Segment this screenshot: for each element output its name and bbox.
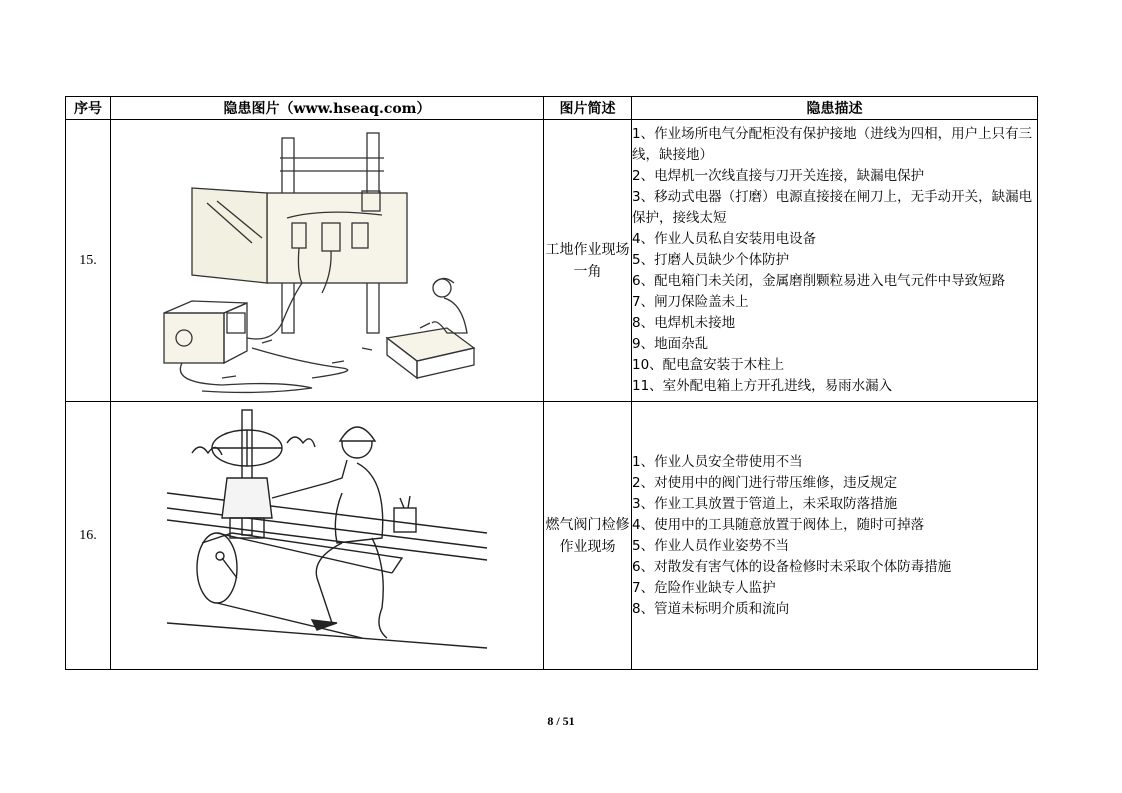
list-item: 2、电焊机一次线直接与刀开关连接，缺漏电保护 — [632, 168, 925, 184]
hazard-description — [632, 120, 1038, 402]
header-brief: 图片简述 — [544, 97, 632, 120]
list-item: 3、移动式电器（打磨）电源直接接在闸刀上，无手动开关，缺漏电保护，接线太短 — [632, 189, 1033, 226]
hazard-picture-cell — [111, 120, 544, 402]
header-no: 序号 — [66, 97, 111, 120]
list-item: 8、电焊机未接地 — [632, 315, 736, 331]
list-item: 4、使用中的工具随意放置于阀体上，随时可掉落 — [632, 516, 925, 533]
hazard-description — [632, 402, 1038, 670]
list-item: 8、管道未标明介质和流向 — [632, 600, 790, 617]
row-number: 15. — [66, 120, 111, 402]
list-item: 9、地面杂乱 — [632, 336, 709, 352]
list-item: 10、配电盒安装于木柱上 — [632, 357, 785, 373]
list-item: 2、对使用中的阀门进行带压维修，违反规定 — [632, 474, 898, 491]
list-item: 6、配电箱门未关闭，金属磨削颗粒易进入电气元件中导致短路 — [632, 273, 1006, 289]
list-item: 7、危险作业缺专人监护 — [632, 579, 776, 596]
table-row — [66, 402, 1038, 670]
list-item: 4、作业人员私自安装用电设备 — [632, 231, 817, 247]
hazard-brief: 工地作业现场一角 — [544, 120, 632, 402]
list-item: 1、作业人员安全带使用不当 — [632, 453, 803, 470]
page-number: 8 / 51 — [547, 714, 575, 728]
hazard-brief: 燃气阀门检修作业现场 — [544, 402, 632, 670]
header-description: 隐患描述 — [632, 97, 1038, 120]
table-row — [66, 120, 1038, 402]
header-picture-label: 隐患图片（www.hseaq.com） — [223, 101, 431, 117]
header-picture — [111, 97, 544, 120]
list-item: 5、作业人员作业姿势不当 — [632, 537, 790, 554]
list-item: 3、作业工具放置于管道上，未采取防落措施 — [632, 495, 898, 512]
list-item: 6、对散发有害气体的设备检修时未采取个体防毒措施 — [632, 558, 952, 575]
list-item: 5、打磨人员缺少个体防护 — [632, 252, 790, 268]
hazard-picture-cell — [111, 402, 544, 670]
list-item: 7、闸刀保险盖未上 — [632, 294, 749, 310]
list-item: 11、室外配电箱上方开孔进线，易雨水漏入 — [632, 378, 893, 394]
gas-valve-maintenance-illustration — [162, 408, 492, 663]
list-item: 1、作业场所电气分配柜没有保护接地（进线为四相，用户上只有三线，缺接地） — [632, 126, 1033, 163]
hazard-table — [65, 96, 1038, 670]
row-number: 16. — [66, 402, 111, 670]
table-header-row — [66, 97, 1038, 120]
construction-site-electrical-box-illustration — [162, 123, 492, 398]
